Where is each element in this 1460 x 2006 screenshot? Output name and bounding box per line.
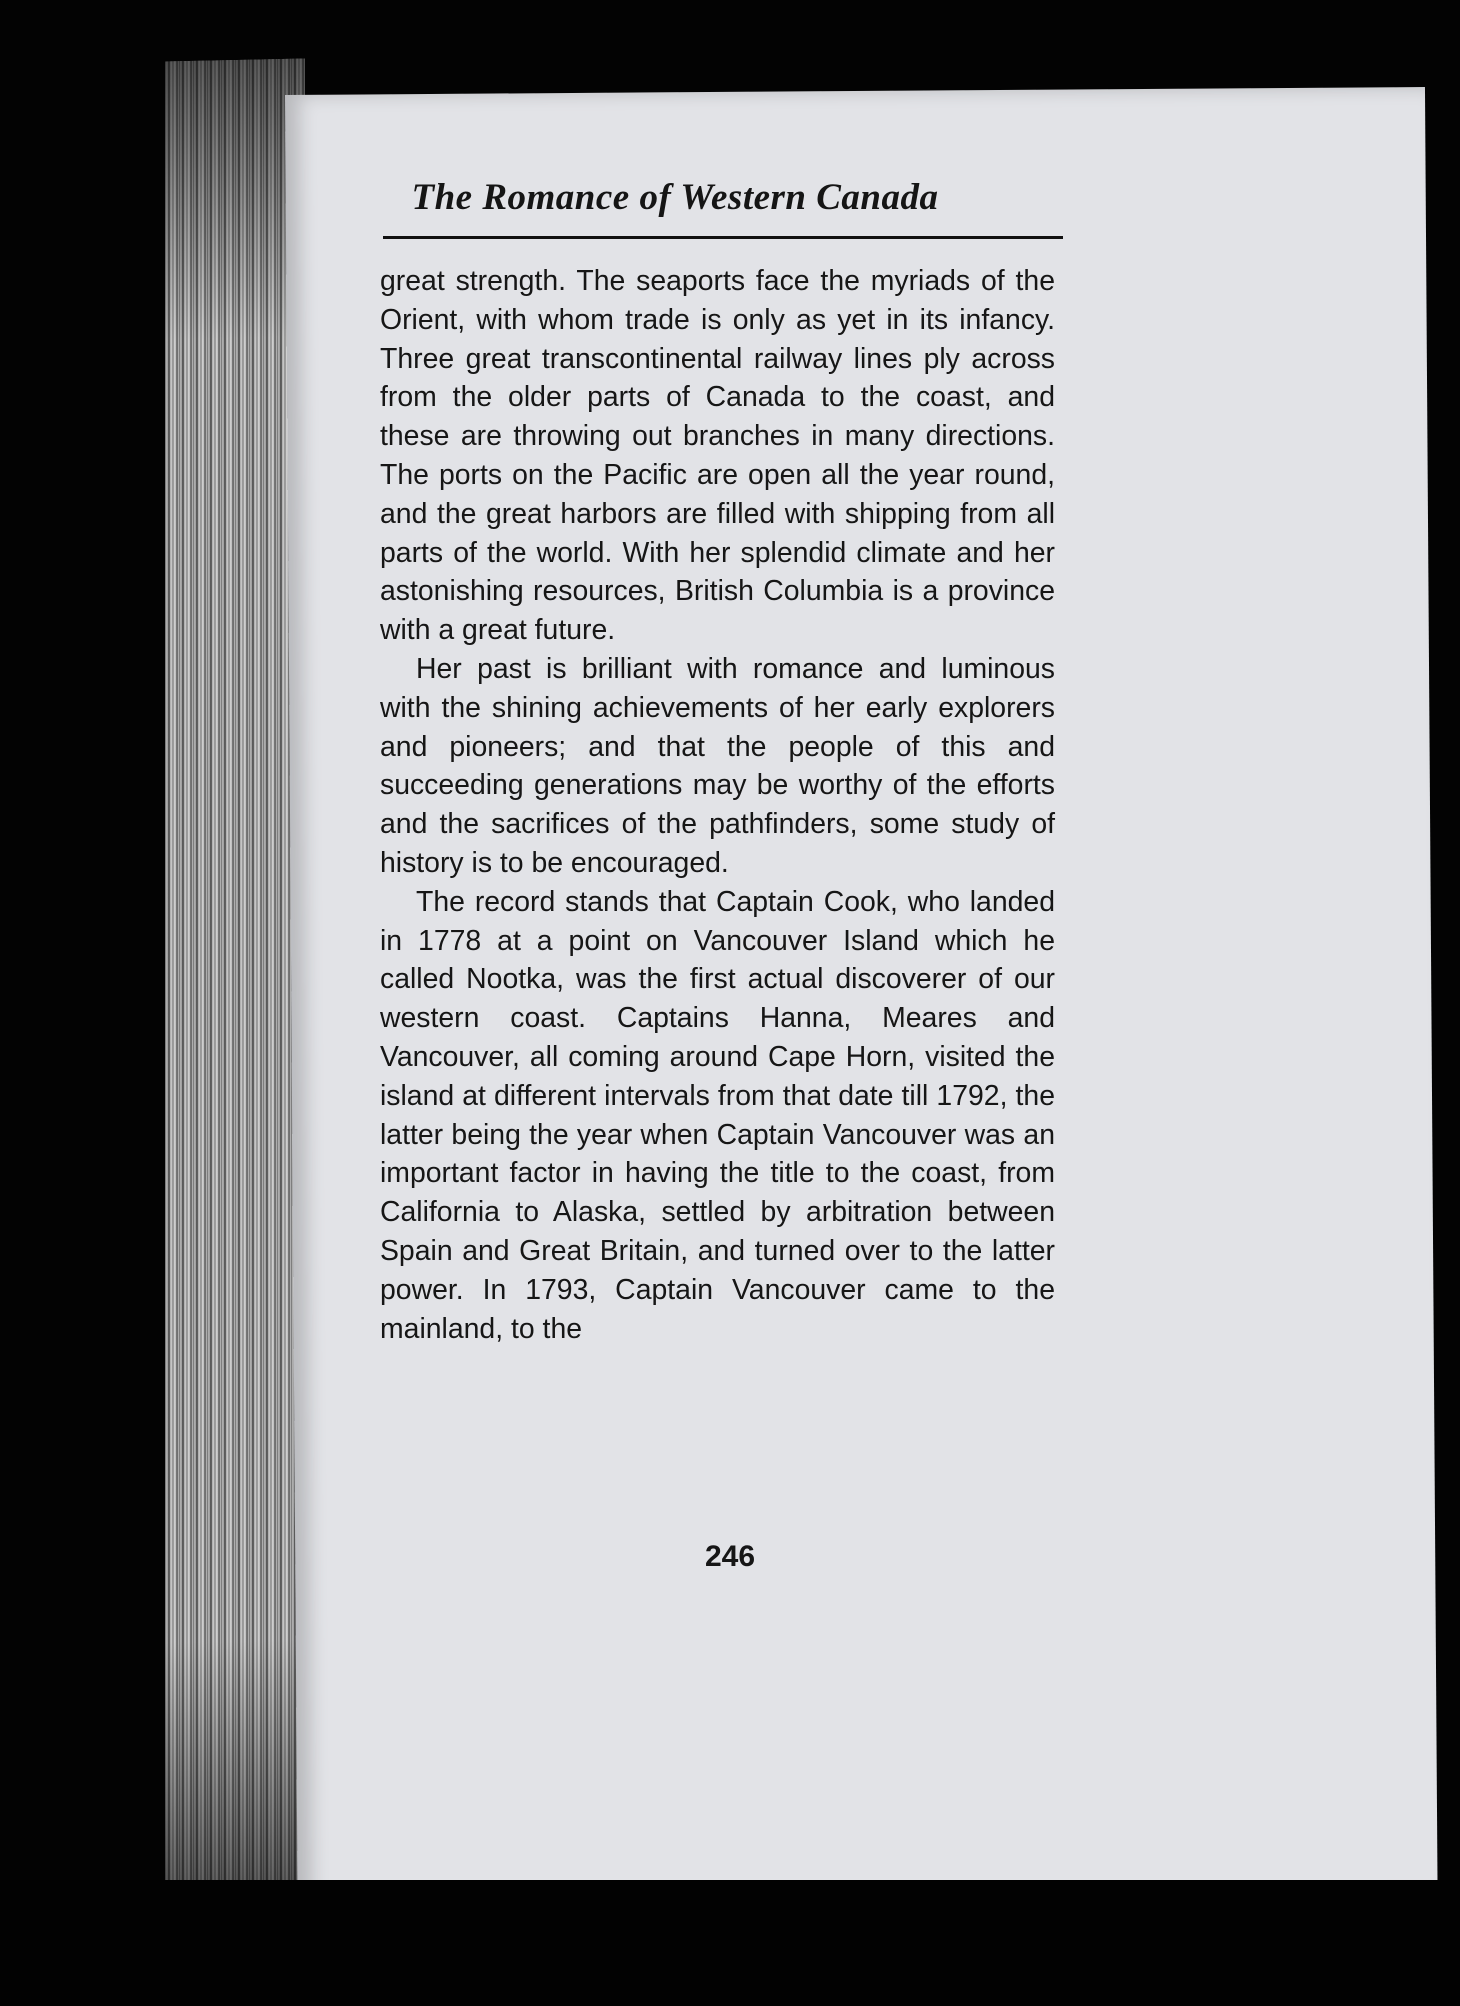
paragraph-1: great strength. The seaports face the myriads of the Orient, with whom trade is only as yet in its infancy. Three great transcontinental railway lines ply across from the older parts of Canada to the coast, and these are throwing out branches in many directions. The ports on the Pacific are open all the year round, and the great harbors are filled with shipping from all parts of the world. With her splendid climate and her astonishing resources, British Columbia is a province with a great future. (380, 265, 1055, 647)
body-text (380, 262, 1055, 1348)
bottom-shadow (0, 1880, 1460, 2006)
page-edges-shadow (165, 59, 305, 1922)
running-head: The Romance of Western Canada (411, 177, 939, 218)
header-rule (383, 236, 1063, 239)
page-number: 246 (704, 1540, 756, 1573)
paragraph-3: The record stands that Captain Cook, who landed in 1778 at a point on Vancouver Island which he called Nootka, was the first actual discoverer of our western coast. Captains Hanna, Meares and Vancouver, all coming around Cape Horn, visited the island at different intervals from that date till 1792, the latter being the year when Captain Vancouver was an important factor in having the title to the coast, from California to Alaska, settled by arbitration between Spain and Great Britain, and turned over to the latter power. In 1793, Captain Vancouver came to the mainland, to the (380, 885, 1055, 1345)
paragraph-2: Her past is brilliant with romance and luminous with the shining achievements of her early explorers and pioneers; and that the people of this and succeeding generations may be worthy of the efforts and the sacrifices of the pathfinders, some study of history is to be encouraged. (380, 652, 1055, 879)
